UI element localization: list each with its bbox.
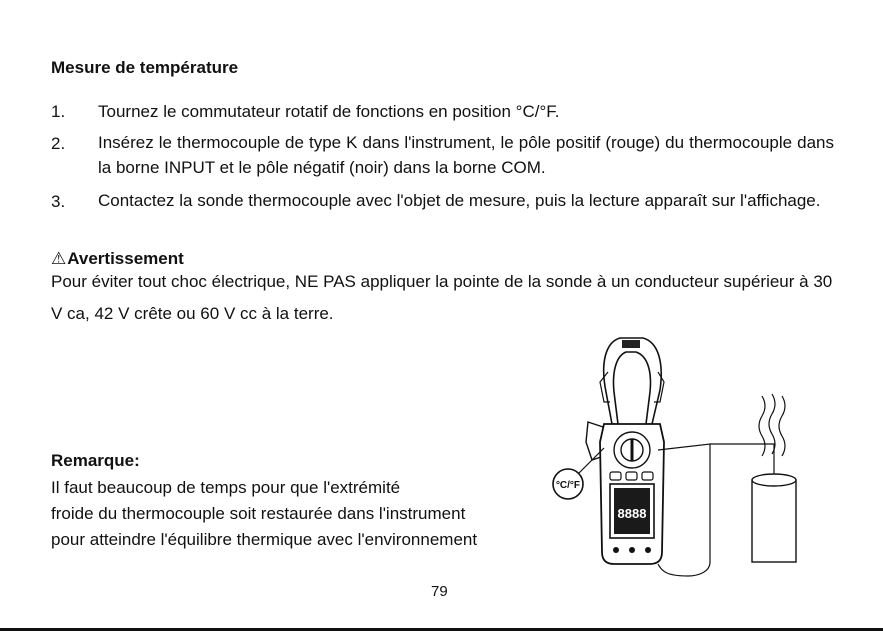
remark-text <box>51 475 477 553</box>
clamp-meter-icon <box>586 338 664 564</box>
clamp-meter-illustration <box>548 332 808 578</box>
container-icon <box>752 474 796 562</box>
step-number: 3. <box>51 192 66 211</box>
step-number: 1. <box>51 102 66 121</box>
remark-line: pour atteindre l'équilibre thermique avec l'environnement <box>51 530 478 549</box>
page-number: 79 <box>431 583 448 600</box>
section-heading: Mesure de température <box>51 58 239 77</box>
remark-heading: Remarque: <box>51 451 140 470</box>
celsius-fahrenheit-label: °C/°F <box>555 480 581 491</box>
warning-text: Pour éviter tout choc électrique, NE PAS appliquer la pointe de la sonde à un conducteur supérieur à 30 V ca, 42 V crête ou 60 V cc à la terre. <box>51 272 833 323</box>
display-digits: 8888 <box>617 506 647 521</box>
temperature-callout <box>553 448 604 499</box>
warning-triangle-icon: ⚠ <box>51 249 67 268</box>
warning-title: Avertissement <box>67 249 184 268</box>
step-text: Insérez le thermocouple de type K dans l'instrument, le pôle positif (rouge) du thermocouple dans la borne INPUT et le pôle négatif (noir) dans la borne COM. <box>98 133 834 177</box>
step-text: Tournez le commutateur rotatif de fonctions en position °C/°F. <box>98 102 560 121</box>
heat-waves-icon <box>759 394 785 456</box>
step-text: Contactez la sonde thermocouple avec l'objet de mesure, puis la lecture apparaît sur l'affichage. <box>98 191 821 210</box>
remark-line: froide du thermocouple soit restaurée dans l'instrument <box>51 504 466 523</box>
remark-line: Il faut beaucoup de temps pour que l'extrémité <box>51 478 401 497</box>
step-number: 2. <box>51 134 66 153</box>
